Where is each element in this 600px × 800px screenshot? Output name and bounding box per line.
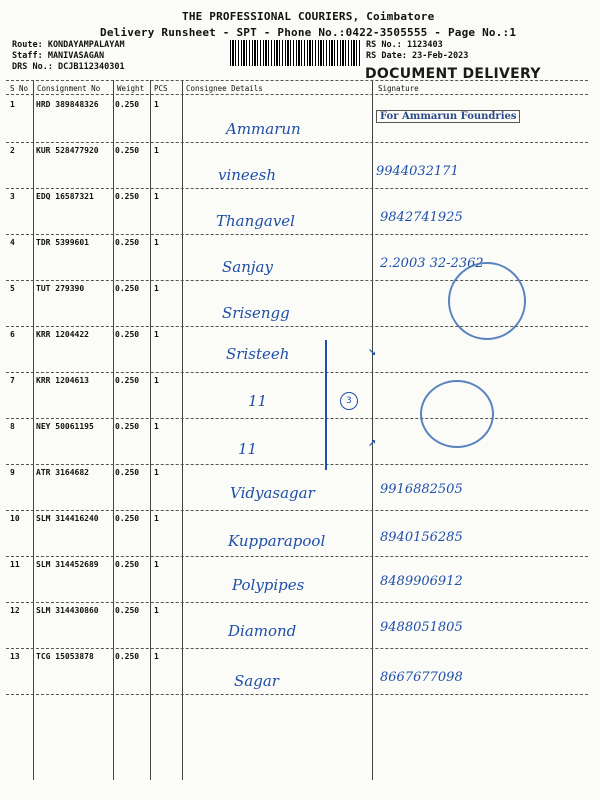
serial-number: 1 [10,100,15,109]
serial-number: 12 [10,606,20,615]
pieces-count: 1 [154,514,159,523]
row-divider [6,556,588,557]
consignment-number: KRR 1204422 [36,330,89,339]
row-divider [6,510,588,511]
serial-number: 8 [10,422,15,431]
circled-number: 3 [340,392,358,410]
row-divider [6,418,588,419]
serial-number: 11 [10,560,20,569]
pieces-count: 1 [154,284,159,293]
weight-value: 0.250 [115,468,140,477]
round-seal-stamp [448,262,526,340]
signature-handwritten: 8489906912 [380,574,463,589]
pieces-count: 1 [154,606,159,615]
col-header-sno: S No [10,84,29,93]
column-divider [150,80,151,780]
consignee-handwritten: 11 [248,392,268,410]
rs-date: RS Date: 23-Feb-2023 [366,51,469,61]
weight-value: 0.250 [115,376,140,385]
col-header-weight: Weight [117,84,145,93]
consignee-handwritten: 11 [238,440,258,458]
serial-number: 6 [10,330,15,339]
weight-value: 0.250 [115,422,140,431]
pieces-count: 1 [154,560,159,569]
pieces-count: 1 [154,330,159,339]
serial-number: 2 [10,146,15,155]
weight-value: 0.250 [115,330,140,339]
column-divider [182,80,183,780]
consignment-number: SLM 314452689 [36,560,99,569]
pieces-count: 1 [154,652,159,661]
weight-value: 0.250 [115,560,140,569]
serial-number: 10 [10,514,20,523]
consignee-handwritten: Diamond [228,622,297,640]
consignment-number: TCG 15053878 [36,652,94,661]
rs-number: RS No.: 1123403 [366,40,443,50]
weight-value: 0.250 [115,652,140,661]
serial-number: 4 [10,238,15,247]
document-delivery-stamp: DOCUMENT DELIVERY [365,66,541,82]
row-divider [6,694,588,695]
row-divider [6,464,588,465]
row-divider [6,188,588,189]
consignee-handwritten: Sanjay [222,258,273,276]
route-label: Route: KONDAYAMPALAYAM [12,40,125,50]
col-header-consignee: Consignee Details [186,84,263,93]
weight-value: 0.250 [115,100,140,109]
consignment-number: KUR 528477920 [36,146,99,155]
staff-label: Staff: MANIVASAGAN [12,51,105,61]
consignment-number: TUT 279390 [36,284,85,293]
pieces-count: 1 [154,146,159,155]
row-divider [6,602,588,603]
company-title: THE PROFESSIONAL COURIERS, Coimbatore [182,10,435,23]
col-header-pcs: PCS [154,84,168,93]
row-divider [6,94,588,95]
weight-value: 0.250 [115,146,140,155]
serial-number: 13 [10,652,20,661]
weight-value: 0.250 [115,514,140,523]
pieces-count: 1 [154,422,159,431]
serial-number: 7 [10,376,15,385]
row-divider [6,372,588,373]
row-divider [6,234,588,235]
consignment-number: HRD 389848326 [36,100,99,109]
pieces-count: 1 [154,192,159,201]
arrow-up-right-icon: ↗ [368,434,377,450]
signature-handwritten: 8667677098 [380,670,463,685]
consignment-number: KRR 1204613 [36,376,89,385]
col-header-consignment: Consignment No [37,84,101,93]
consignee-handwritten: Kupparapool [228,532,326,550]
pieces-count: 1 [154,100,159,109]
consignee-handwritten: Sagar [234,672,279,690]
consignment-number: NEY 50061195 [36,422,94,431]
weight-value: 0.250 [115,606,140,615]
column-divider [113,80,114,780]
runsheet-subtitle: Delivery Runsheet - SPT - Phone No.:0422-3505555 - Page No.:1 [100,26,517,39]
consignee-handwritten: Thangavel [216,212,295,230]
signature-handwritten: 8940156285 [380,530,463,545]
consignment-number: EDQ 16587321 [36,192,94,201]
consignment-number: TDR 5399601 [36,238,89,247]
row-divider [6,648,588,649]
arrow-down-right-icon: ↘ [368,343,377,359]
drs-label: DRS No.: DCJB112340301 [12,62,125,72]
consignment-number: SLM 314416240 [36,514,99,523]
barcode [230,40,362,66]
bracket-mark [325,340,333,470]
consignee-handwritten: Srisengg [222,304,290,322]
column-divider [372,80,373,780]
consignment-number: ATR 3164682 [36,468,89,477]
pieces-count: 1 [154,376,159,385]
consignee-handwritten: Sristeeh [226,345,290,363]
signature-handwritten: 2.2003 32-2362 [380,256,484,271]
serial-number: 3 [10,192,15,201]
col-header-signature: Signature [378,84,419,93]
pieces-count: 1 [154,468,159,477]
signature-handwritten: 9488051805 [380,620,463,635]
row-divider [6,142,588,143]
pieces-count: 1 [154,238,159,247]
consignee-handwritten: Polypipes [232,576,305,594]
column-divider [33,80,34,780]
company-stamp: For Ammarun Foundries [376,110,520,123]
row-divider [6,80,588,81]
signature-handwritten: 9944032171 [376,164,459,179]
weight-value: 0.250 [115,238,140,247]
serial-number: 9 [10,468,15,477]
weight-value: 0.250 [115,284,140,293]
round-seal-stamp [420,380,494,448]
consignee-handwritten: Vidyasagar [230,484,315,502]
serial-number: 5 [10,284,15,293]
consignment-number: SLM 314430860 [36,606,99,615]
signature-handwritten: 9842741925 [380,210,463,225]
consignee-handwritten: vineesh [218,166,277,184]
signature-handwritten: 9916882505 [380,482,463,497]
weight-value: 0.250 [115,192,140,201]
consignee-handwritten: Ammarun [226,120,301,138]
